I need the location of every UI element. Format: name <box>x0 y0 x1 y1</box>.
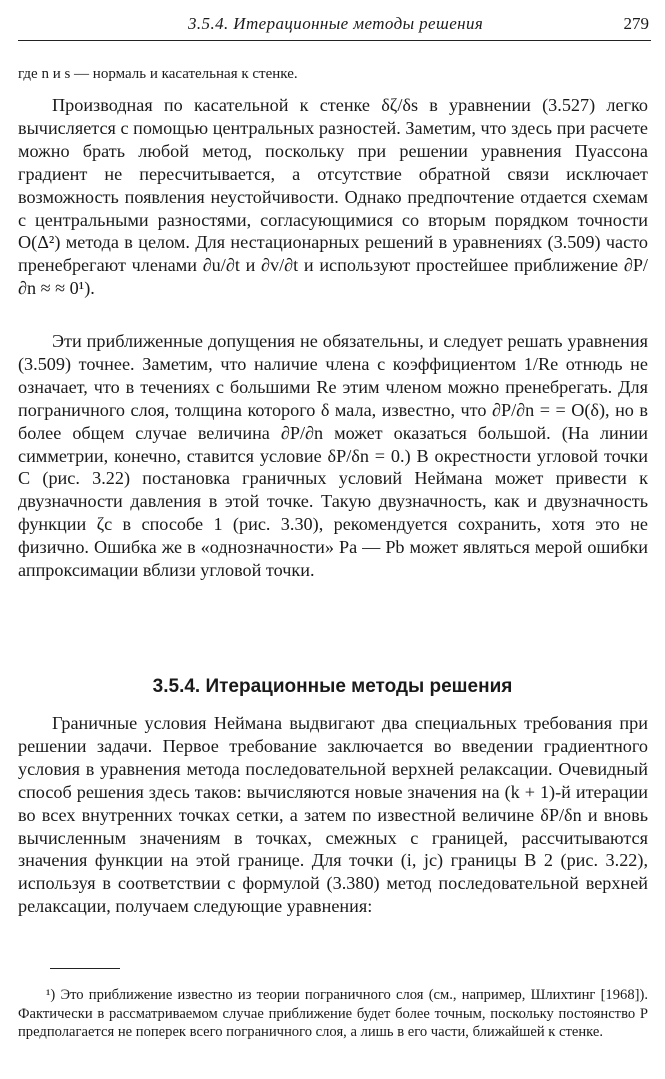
running-title: 3.5.4. Итерационные методы решения <box>188 14 484 33</box>
paragraph-derivative: Производная по касательной к стенке δζ/δs в уравнении (3.527) легко вычисляется с помощью центральных разностей. Заметим, что здесь при расчете можно брать любой метод, поскольку при решении уравнения Пуассона градиент не пересчитывается, а отсутствие обратной связи исключает возможность появления неустойчивости. Однако предпочтение отдается схемам с центральными разностями, согласующимися со вторым порядком точности O(Δ²) метода в целом. Для нестационарных решений в уравнениях (3.509) часто пренебрегают членами ∂u/∂t и ∂v/∂t и используют простейшее приближение ∂P/∂n ≈ ≈ 0¹). <box>18 95 648 299</box>
running-header <box>18 14 651 41</box>
footnote: ¹) Это приближение известно из теории пограничного слоя (см., например, Шлихтинг [1968]). Фактически в рассматриваемом случае приближение будет более точным, поскольку постоянство P предполагается не поперек всего пограничного слоя, а лишь в его части, ближайшей к стенке. <box>18 987 648 1040</box>
footnote-divider <box>50 968 120 969</box>
continuation-line: где n и s — нормаль и касательная к стенке. <box>18 66 298 82</box>
page-number: 279 <box>623 14 649 33</box>
section-heading: 3.5.4. Итерационные методы решения <box>152 676 513 697</box>
paragraph-approximations: Эти приближенные допущения не обязательны, и следует решать уравнения (3.509) точнее. Заметим, что наличие члена с коэффициентом 1/Re отнюдь не означает, что в течениях с большими Re этим членом можно пренебрегать. Для пограничного слоя, толщина которого δ мала, известно, что ∂P/∂n = = O(δ), но в более общем случае величина ∂P/∂n может оказаться большой. (На линии симметрии, конечно, ставится условие δP/δn = 0.) В окрестности угловой точки C (рис. 3.22) постановка граничных условий Неймана может привести к двузначности давления в этой точке. Такую двузначность, как и двузначность функции ζc в способе 1 (рис. 3.30), рекомендуется сохранить, хотя это не физично. Ошибка же в «однозначности» Pa — Pb может являться мерой ошибки аппроксимации вблизи угловой точки. <box>18 331 648 581</box>
paragraph-neumann: Граничные условия Неймана выдвигают два специальных требования при решении задачи. Первое требование заключается во введении градиентного условия в уравнения метода последовательной верхней релаксации. Очевидный способ решения здесь таков: вычисляются новые значения на (k + 1)-й итерации во всех внутренних точках сетки, а затем по известной величине δP/δn и вновь вычисленным значениям в точках, смежных с границей, рассчитываются значения функции на этой границе. Для точки (i, jc) границы B 2 (рис. 3.22), используя в соответствии с формулой (3.380) метод последовательной верхней релаксации, получаем следующие уравнения: <box>18 713 648 917</box>
